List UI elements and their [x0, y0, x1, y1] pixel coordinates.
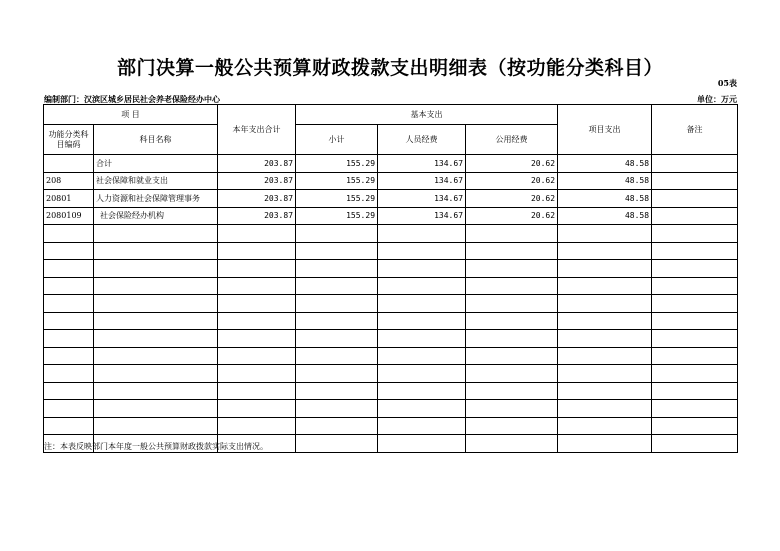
- header-subtotal: 小计: [296, 125, 378, 155]
- cell-total: [218, 225, 296, 243]
- cell-personnel: [378, 365, 466, 383]
- cell-total: [218, 400, 296, 418]
- form-number: 05表: [717, 78, 737, 88]
- header-subject-name: 科目名称: [94, 125, 218, 155]
- table-row: [44, 260, 738, 278]
- cell-project: [558, 347, 652, 365]
- department-label: 编制部门：汉滨区城乡居民社会养老保险经办中心: [44, 94, 220, 104]
- cell-name: 社会保障和就业支出: [94, 172, 218, 190]
- header-basic: 基本支出: [296, 105, 558, 125]
- table-row: [44, 382, 738, 400]
- cell-remark: [652, 382, 738, 400]
- cell-name: [94, 365, 218, 383]
- cell-subtotal: [296, 260, 378, 278]
- cell-remark: [652, 400, 738, 418]
- header-remark: 备注: [652, 105, 738, 155]
- table-row: [44, 207, 738, 225]
- cell-name: [94, 260, 218, 278]
- cell-project: [558, 400, 652, 418]
- cell-total: [218, 277, 296, 295]
- cell-code: [44, 260, 94, 278]
- table-row: [44, 225, 738, 243]
- cell-subtotal: [296, 295, 378, 313]
- cell-remark: [652, 365, 738, 383]
- cell-remark: [652, 277, 738, 295]
- table-row: [44, 400, 738, 418]
- cell-personnel: [378, 347, 466, 365]
- cell-remark: [652, 312, 738, 330]
- table-row: [44, 330, 738, 348]
- cell-public: [466, 295, 558, 313]
- header-annual-total: 本年支出合计: [218, 105, 296, 155]
- header-public: 公用经费: [466, 125, 558, 155]
- cell-name: 社会保险经办机构: [94, 207, 218, 225]
- cell-public: 20.62: [466, 155, 558, 173]
- table-body: [44, 155, 738, 453]
- cell-name: [94, 242, 218, 260]
- cell-code: [44, 417, 94, 435]
- cell-public: [466, 242, 558, 260]
- cell-subtotal: [296, 242, 378, 260]
- cell-subtotal: [296, 382, 378, 400]
- cell-code: [44, 365, 94, 383]
- table-row: [44, 172, 738, 190]
- cell-total: [218, 382, 296, 400]
- cell-subtotal: [296, 225, 378, 243]
- cell-total: 203.87: [218, 155, 296, 173]
- cell-personnel: [378, 400, 466, 418]
- cell-total: 203.87: [218, 190, 296, 208]
- table-row: [44, 312, 738, 330]
- header-func-code: 功能分类科目编码: [44, 125, 94, 155]
- cell-code: [44, 400, 94, 418]
- cell-personnel: [378, 330, 466, 348]
- cell-personnel: 134.67: [378, 155, 466, 173]
- cell-name: [94, 295, 218, 313]
- cell-name: [94, 277, 218, 295]
- cell-subtotal: [296, 417, 378, 435]
- cell-public: [466, 382, 558, 400]
- cell-personnel: 134.67: [378, 172, 466, 190]
- cell-remark: [652, 155, 738, 173]
- cell-subtotal: [296, 365, 378, 383]
- cell-project: 48.58: [558, 207, 652, 225]
- cell-subtotal: [296, 330, 378, 348]
- cell-code: [44, 347, 94, 365]
- cell-subtotal: 155.29: [296, 155, 378, 173]
- cell-personnel: [378, 435, 466, 453]
- cell-public: [466, 330, 558, 348]
- cell-total: [218, 242, 296, 260]
- cell-name: 合计: [94, 155, 218, 173]
- cell-remark: [652, 330, 738, 348]
- cell-public: [466, 225, 558, 243]
- cell-subtotal: [296, 347, 378, 365]
- cell-public: [466, 365, 558, 383]
- cell-project: [558, 365, 652, 383]
- cell-personnel: 134.67: [378, 190, 466, 208]
- cell-remark: [652, 435, 738, 453]
- cell-code: [44, 277, 94, 295]
- cell-total: [218, 295, 296, 313]
- cell-code: [44, 225, 94, 243]
- cell-total: [218, 260, 296, 278]
- unit-label: 单位：万元: [697, 94, 737, 104]
- cell-personnel: [378, 242, 466, 260]
- cell-personnel: [378, 295, 466, 313]
- cell-total: [218, 330, 296, 348]
- cell-public: 20.62: [466, 207, 558, 225]
- cell-public: [466, 435, 558, 453]
- cell-project: 48.58: [558, 155, 652, 173]
- table-row: [44, 295, 738, 313]
- cell-remark: [652, 295, 738, 313]
- cell-personnel: [378, 382, 466, 400]
- cell-name: [94, 417, 218, 435]
- cell-personnel: [378, 260, 466, 278]
- cell-public: [466, 260, 558, 278]
- footnote: 注：本表反映部门本年度一般公共预算财政拨款实际支出情况。: [44, 442, 268, 451]
- cell-remark: [652, 417, 738, 435]
- cell-project: [558, 382, 652, 400]
- cell-project: 48.58: [558, 172, 652, 190]
- cell-remark: [652, 347, 738, 365]
- table-row: [44, 417, 738, 435]
- cell-project: [558, 260, 652, 278]
- cell-name: [94, 330, 218, 348]
- table-row: [44, 347, 738, 365]
- cell-remark: [652, 225, 738, 243]
- cell-public: [466, 400, 558, 418]
- cell-project: [558, 277, 652, 295]
- cell-total: [218, 365, 296, 383]
- cell-code: [44, 312, 94, 330]
- cell-subtotal: 155.29: [296, 207, 378, 225]
- table-row: [44, 242, 738, 260]
- cell-code: [44, 242, 94, 260]
- header-project: 项目支出: [558, 105, 652, 155]
- cell-project: 48.58: [558, 190, 652, 208]
- cell-total: [218, 312, 296, 330]
- cell-remark: [652, 242, 738, 260]
- cell-total: [218, 417, 296, 435]
- header-personnel: 人员经费: [378, 125, 466, 155]
- cell-subtotal: 155.29: [296, 190, 378, 208]
- cell-project: [558, 295, 652, 313]
- cell-project: [558, 435, 652, 453]
- cell-public: [466, 417, 558, 435]
- cell-public: [466, 312, 558, 330]
- cell-project: [558, 330, 652, 348]
- cell-code: [44, 382, 94, 400]
- cell-remark: [652, 260, 738, 278]
- cell-subtotal: 155.29: [296, 172, 378, 190]
- cell-name: 人力资源和社会保障管理事务: [94, 190, 218, 208]
- cell-project: [558, 417, 652, 435]
- cell-code: [44, 330, 94, 348]
- cell-public: 20.62: [466, 172, 558, 190]
- table-row: [44, 155, 738, 173]
- cell-project: [558, 225, 652, 243]
- cell-personnel: [378, 312, 466, 330]
- cell-name: [94, 312, 218, 330]
- cell-total: 203.87: [218, 207, 296, 225]
- cell-code: 208: [44, 172, 94, 190]
- cell-total: 203.87: [218, 172, 296, 190]
- cell-project: [558, 312, 652, 330]
- cell-name: [94, 400, 218, 418]
- table-row: [44, 277, 738, 295]
- cell-remark: [652, 172, 738, 190]
- cell-public: [466, 347, 558, 365]
- page-title: 部门决算一般公共预算财政拨款支出明细表（按功能分类科目）: [116, 57, 663, 79]
- cell-personnel: [378, 225, 466, 243]
- cell-public: 20.62: [466, 190, 558, 208]
- expenditure-table: [43, 104, 738, 453]
- table-row: [44, 190, 738, 208]
- cell-personnel: 134.67: [378, 207, 466, 225]
- cell-subtotal: [296, 435, 378, 453]
- cell-total: [218, 347, 296, 365]
- cell-name: [94, 225, 218, 243]
- cell-code: 2080109: [44, 207, 94, 225]
- cell-subtotal: [296, 400, 378, 418]
- table-row: [44, 365, 738, 383]
- cell-public: [466, 277, 558, 295]
- cell-remark: [652, 207, 738, 225]
- cell-remark: [652, 190, 738, 208]
- cell-subtotal: [296, 277, 378, 295]
- cell-subtotal: [296, 312, 378, 330]
- cell-personnel: [378, 277, 466, 295]
- cell-project: [558, 242, 652, 260]
- cell-name: [94, 382, 218, 400]
- cell-code: [44, 295, 94, 313]
- cell-code: [44, 155, 94, 173]
- cell-code: 20801: [44, 190, 94, 208]
- header-item: 项 目: [44, 105, 218, 125]
- cell-name: [94, 347, 218, 365]
- cell-personnel: [378, 417, 466, 435]
